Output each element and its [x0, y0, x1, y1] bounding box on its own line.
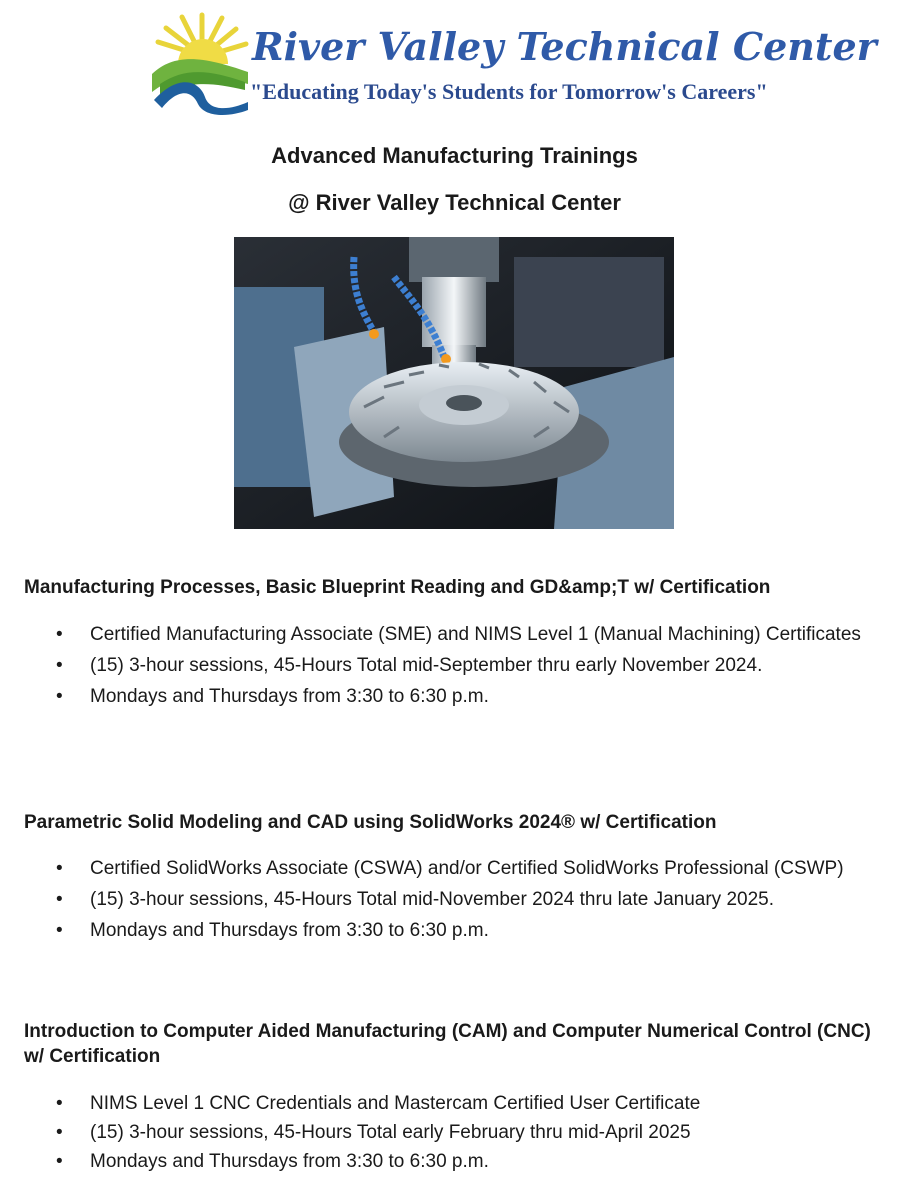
course-details-list [24, 856, 894, 943]
course-heading: Manufacturing Processes, Basic Blueprint Reading and GD&amp;T w/ Certification [24, 577, 771, 598]
course-details-list [24, 622, 894, 709]
cnc-machine-photo [234, 237, 674, 529]
list-item: • (15) 3-hour sessions, 45-Hours Total mid-November 2024 thru late January 2025. [24, 887, 894, 912]
course-section-solidworks [24, 810, 894, 949]
list-item: • NIMS Level 1 CNC Credentials and Mastercam Certified User Certificate [24, 1091, 894, 1116]
org-name: River Valley Technical Center [252, 24, 877, 69]
list-item: • (15) 3-hour sessions, 45-Hours Total mid-September thru early November 2024. [24, 653, 894, 678]
river-valley-logo-icon [150, 12, 250, 117]
list-item: • Certified Manufacturing Associate (SME) and NIMS Level 1 (Manual Machining) Certificates [24, 622, 894, 647]
course-section-cam-cnc [24, 1019, 894, 1178]
course-heading: Parametric Solid Modeling and CAD using SolidWorks 2024® w/ Certification [24, 812, 717, 833]
list-item: • Mondays and Thursdays from 3:30 to 6:30 p.m. [24, 684, 894, 709]
list-item: • (15) 3-hour sessions, 45-Hours Total early February thru mid-April 2025 [24, 1120, 894, 1145]
course-heading: Introduction to Computer Aided Manufacturing (CAM) and Computer Numerical Control (CNC) w/ Certification [24, 1021, 871, 1067]
list-item: • Mondays and Thursdays from 3:30 to 6:30 p.m. [24, 918, 894, 943]
course-details-list [24, 1091, 894, 1174]
course-section-manufacturing [24, 575, 894, 715]
header [150, 12, 877, 117]
page-subtitle: @ River Valley Technical Center [288, 190, 621, 215]
list-item: • Mondays and Thursdays from 3:30 to 6:30 p.m. [24, 1149, 894, 1174]
page-title: Advanced Manufacturing Trainings [271, 143, 638, 168]
list-item: • Certified SolidWorks Associate (CSWA) and/or Certified SolidWorks Professional (CSWP) [24, 856, 894, 881]
tagline: "Educating Today's Students for Tomorrow's Careers" [250, 79, 768, 104]
